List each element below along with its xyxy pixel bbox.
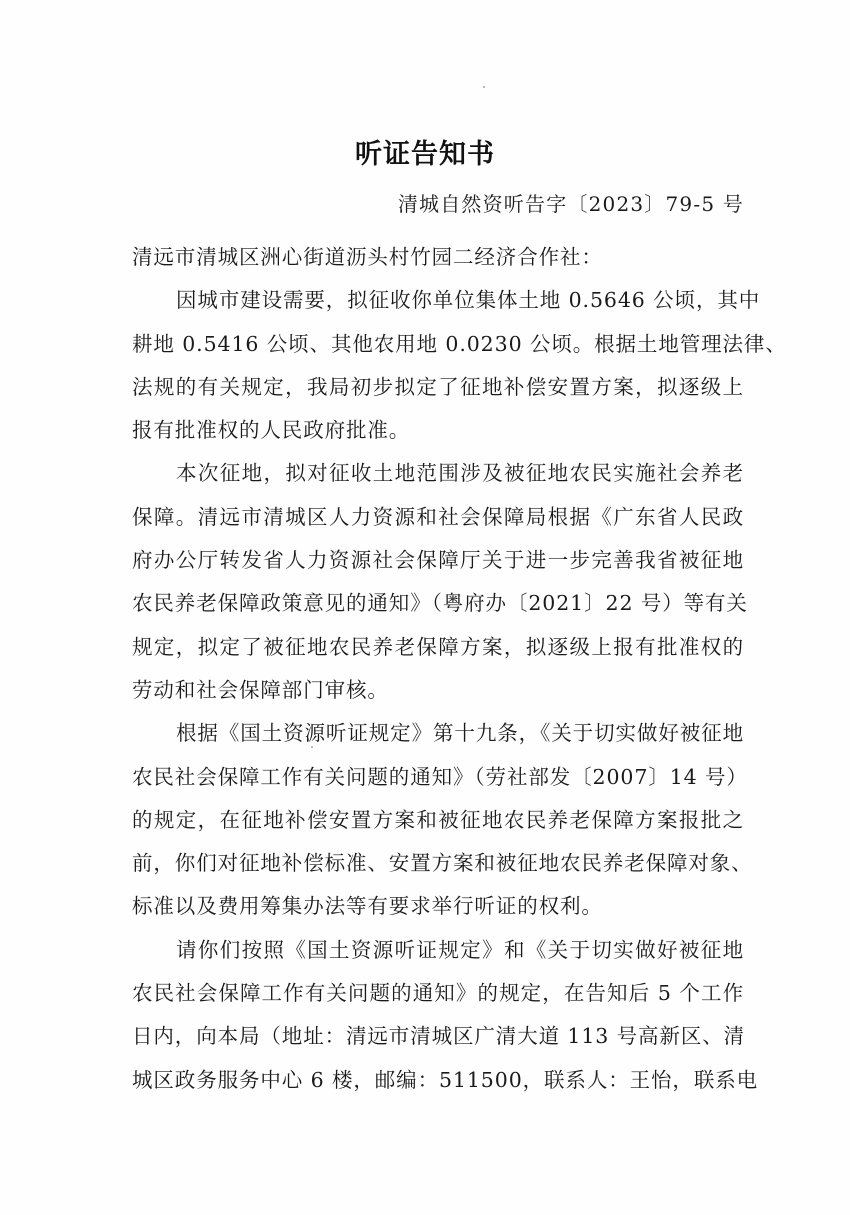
paragraph-hearing-rights — [132, 718, 753, 934]
scan-speck — [483, 86, 485, 88]
paragraph-line: 规定，拟定了被征地农民养老保障方案，拟逐级上报有批准权的 — [132, 634, 744, 659]
paragraph-line: 报有批准权的人民政府批准。 — [132, 418, 411, 443]
paragraph-line: 城区政务服务中心 6 楼，邮编：511500，联系人：王怡，联系电 — [132, 1067, 759, 1092]
document-title: 听证告知书 — [355, 139, 495, 170]
paragraph-line: 因城市建设需要，拟征收你单位集体土地 0.5646 公顷，其中 — [176, 288, 761, 313]
paragraph-line: 请你们按照《国土资源听证规定》和《关于切实做好被征地 — [176, 937, 744, 962]
paragraph-line: 日内，向本局（地址：清远市清城区广清大道 113 号高新区、清 — [132, 1024, 746, 1049]
paragraph-line: 法规的有关规定，我局初步拟定了征地补偿安置方案，拟逐级上 — [132, 374, 744, 399]
paragraph-line: 根据《国土资源听证规定》第十九条，《关于切实做好被征地 — [176, 721, 744, 746]
paragraph-line: 前，你们对征地补偿标准、安置方案和被征地农民养老保障对象、 — [132, 851, 753, 876]
paragraph-hearing-request — [132, 935, 759, 1108]
document-number: 清城自然资听告字〔2023〕79-5 号 — [397, 192, 744, 216]
paragraph-line: 的规定，在征地补偿安置方案和被征地农民养老保障方案报批之 — [132, 807, 744, 832]
addressee: 清远市清城区洲心街道沥头村竹园二经济合作社： — [132, 245, 603, 269]
paragraph-line: 标准以及费用筹集办法等有要求举行听证的权利。 — [132, 894, 603, 919]
paragraph-line: 保障。清远市清城区人力资源和社会保障局根据《广东省人民政 — [132, 504, 744, 529]
paragraph-line: 劳动和社会保障部门审核。 — [132, 677, 389, 702]
paragraph-line: 耕地 0.5416 公顷、其他农用地 0.0230 公顷。根据土地管理法律、 — [132, 331, 787, 356]
paragraph-social-security — [132, 458, 748, 718]
paragraph-line: 农民社会保障工作有关问题的通知》的规定，在告知后 5 个工作 — [132, 981, 744, 1006]
paragraph-land-acquisition — [132, 285, 787, 458]
paragraph-line: 本次征地，拟对征收土地范围涉及被征地农民实施社会养老 — [176, 461, 744, 486]
paragraph-line: 农民养老保障政策意见的通知》（粤府办〔2021〕22 号）等有关 — [132, 591, 748, 616]
paragraph-line: 府办公厅转发省人力资源社会保障厅关于进一步完善我省被征地 — [132, 548, 744, 573]
paragraph-line: 农民社会保障工作有关问题的通知》（劳社部发〔2007〕14 号） — [132, 764, 748, 789]
document-body — [132, 242, 787, 1108]
